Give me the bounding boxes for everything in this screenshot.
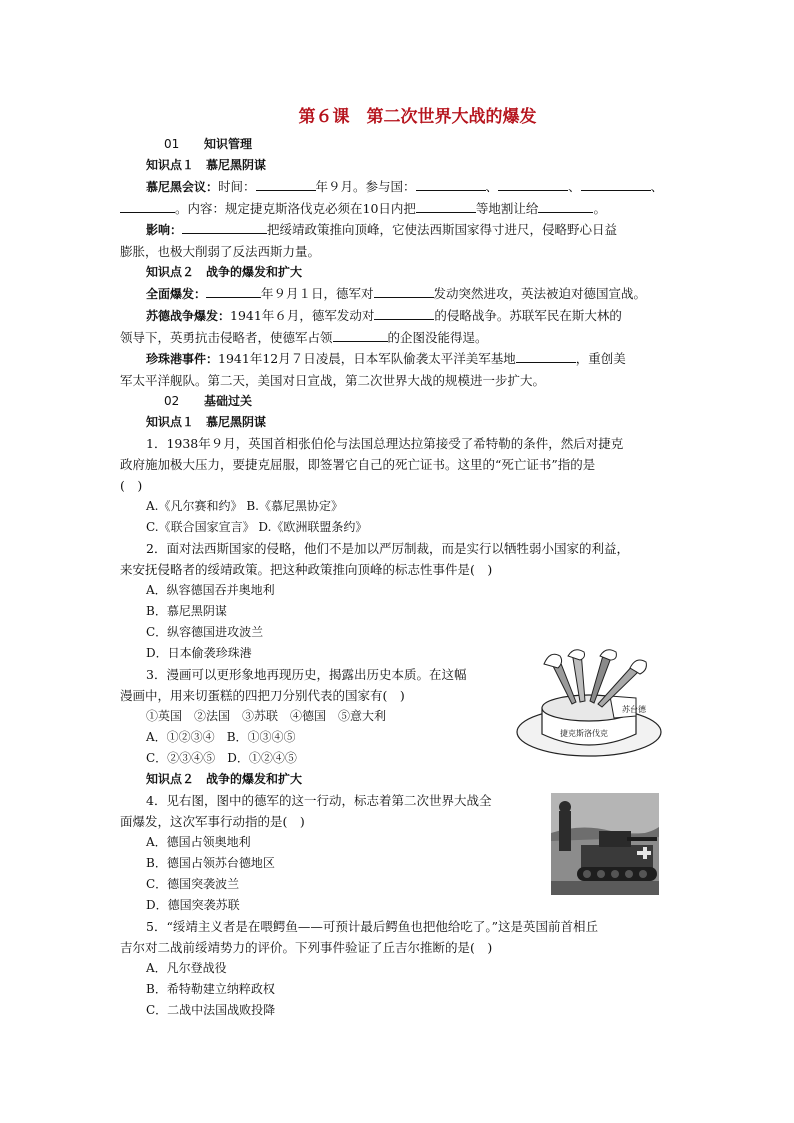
option-c[interactable]: C.《联合国家宣言》 <box>146 520 255 534</box>
blank-influence <box>182 219 267 234</box>
section-label: 基础过关 <box>204 394 253 408</box>
text: 。 <box>593 201 606 216</box>
option-d[interactable]: D.《欧洲联盟条约》 <box>258 520 368 534</box>
q1-options-ab <box>120 496 675 517</box>
option-b[interactable]: B．慕尼黑阴谋 <box>146 604 227 618</box>
text: 的侵略战争。苏联军民在斯大林的 <box>434 308 622 323</box>
kp2-heading: 知识点２ 战争的爆发和扩大 <box>146 265 303 279</box>
option-a[interactable]: A．①②③④ <box>146 730 215 744</box>
text: 年９月１日，德军对 <box>261 286 374 301</box>
text: 、 <box>568 179 581 194</box>
page-title: 第６课 第二次世界大战的爆发 <box>298 107 537 127</box>
text: 等地割让给 <box>475 201 539 216</box>
soviet-line1 <box>120 305 675 327</box>
blank-city <box>333 327 388 342</box>
blank-year <box>206 283 261 298</box>
text: 1941年12月７日凌晨，日本军队偷袭太平洋美军基地 <box>218 351 516 366</box>
q3-choices: ①英国 ②法国 ③苏联 ④德国 ⑤意大利 <box>146 709 387 723</box>
option-d[interactable]: D．①②④⑤ <box>227 751 297 765</box>
section-number: 01 <box>164 137 180 151</box>
text: 发动突然进攻，英法被迫对德国宣战。 <box>433 286 647 301</box>
tank-gun <box>627 837 657 841</box>
q1-line2: 政府施加极大压力，要捷克屈服，即签署它自己的死亡证书。这里的“死亡证书”指的是 <box>120 457 596 472</box>
blank-region <box>416 198 476 213</box>
q1-options-cd <box>120 517 675 538</box>
cartoon-label-sudeten: 苏台德 <box>622 705 646 714</box>
text: 时间： <box>218 179 256 194</box>
option-a[interactable]: A．德国占领奥地利 <box>146 835 251 849</box>
blank-year <box>256 176 316 191</box>
blank-country <box>416 176 486 191</box>
soldier-head <box>559 801 571 813</box>
blank-country <box>374 283 434 298</box>
q5-line1: 5．“绥靖主义者是在喂鳄鱼——可预计最后鳄鱼也把他给吃了。”这是英国前首相丘 <box>146 919 598 934</box>
blank-country <box>581 176 651 191</box>
blank-country <box>120 198 175 213</box>
option-a[interactable]: A．纵容德国吞并奥地利 <box>146 583 275 597</box>
option-a[interactable]: A．凡尔登战役 <box>146 961 227 975</box>
pearl-line1 <box>120 348 675 370</box>
cake-cartoon-image <box>514 646 664 760</box>
soldier <box>559 811 571 851</box>
text: ，重创美 <box>575 351 626 366</box>
munich-line2 <box>120 198 675 219</box>
influence-line2: 膨胀，也极大削弱了反法西斯力量。 <box>120 244 321 259</box>
option-d[interactable]: D．日本偷袭珍珠港 <box>146 646 252 660</box>
influence-label: 影响： <box>146 223 183 237</box>
blank-base <box>516 348 576 363</box>
text: 、 <box>650 179 664 194</box>
kp2b-heading: 知识点２ 战争的爆发和扩大 <box>146 772 303 786</box>
text: 1941年６月，德军发动对 <box>230 308 375 323</box>
q2-line2: 来安抚侵略者的绥靖政策。把这种政策推向顶峰的标志性事件是( ) <box>120 562 493 577</box>
option-c[interactable]: C．②③④⑤ <box>146 751 216 765</box>
text: 、 <box>485 179 499 194</box>
q5-line2: 吉尔对二战前绥靖势力的评价。下列事件验证了丘吉尔推断的是( ) <box>120 940 493 955</box>
text: 年９月。参与国： <box>315 179 416 194</box>
blank-country <box>374 305 434 320</box>
q3-line1: 3．漫画可以更形象地再现历史，揭露出历史本质。在这幅 <box>146 667 467 682</box>
text: 的企图没能得逞。 <box>387 330 488 345</box>
option-a[interactable]: A.《凡尔赛和约》 <box>146 499 243 513</box>
q4-line1: 4．见右图，图中的德军的这一行动，标志着第二次世界大战全 <box>146 793 492 808</box>
option-c[interactable]: C．二战中法国战败投降 <box>146 1003 276 1017</box>
q1-line3: ( ) <box>120 478 143 493</box>
tank-body <box>581 845 653 869</box>
pearl-line2: 军太平洋舰队。第二天，美国对日宣战，第二次世界大战的规模进一步扩大。 <box>120 373 546 388</box>
q1-line1: 1．1938年９月，英国首相张伯伦与法国总理达拉第接受了希特勒的条件，然后对捷克 <box>146 436 624 451</box>
option-b[interactable]: B.《慕尼黑协定》 <box>246 499 343 513</box>
option-c[interactable]: C．德国突袭波兰 <box>146 877 240 891</box>
section-basic <box>120 391 675 412</box>
q3-line2: 漫画中，用来切蛋糕的四把刀分别代表的国家有( ) <box>120 688 405 703</box>
option-b[interactable]: B．①③④⑤ <box>226 730 296 744</box>
option-c[interactable]: C．纵容德国进攻波兰 <box>146 625 264 639</box>
blank-country <box>498 176 568 191</box>
munich-line1 <box>120 176 675 198</box>
section-number: 02 <box>164 394 180 408</box>
kp1b-heading: 知识点１ 慕尼黑阴谋 <box>146 415 267 429</box>
option-d[interactable]: D．德国突袭苏联 <box>146 898 240 912</box>
text: 把绥靖政策推向顶峰，它使法西斯国家得寸进尺，侵略野心日益 <box>267 222 618 237</box>
text: 领导下，英勇抗击侵略者，使德军占领 <box>120 330 333 345</box>
tank-turret <box>599 831 631 847</box>
influence-line1 <box>120 219 675 241</box>
option-b[interactable]: B．德国占领苏台德地区 <box>146 856 275 870</box>
option-b[interactable]: B．希特勒建立纳粹政权 <box>146 982 275 996</box>
munich-label: 慕尼黑会议： <box>146 180 219 194</box>
outbreak-label: 全面爆发： <box>146 287 207 301</box>
tank-photo-image <box>551 793 659 895</box>
kp1-heading: 知识点１ 慕尼黑阴谋 <box>146 158 267 172</box>
outbreak-line <box>120 283 675 305</box>
section-label: 知识管理 <box>204 137 253 151</box>
blank-country <box>538 198 593 213</box>
q4-line2: 面爆发，这次军事行动指的是( ) <box>120 814 305 829</box>
pearl-label: 珍珠港事件： <box>146 352 219 366</box>
section-knowledge <box>120 134 675 155</box>
soviet-label: 苏德战争爆发： <box>146 309 231 323</box>
soviet-line2 <box>120 327 675 348</box>
q2-line1: 2．面对法西斯国家的侵略，他们不是加以严厉制裁，而是实行以牺牲弱小国家的利益， <box>146 541 629 556</box>
text: 。内容：规定捷克斯洛伐克必须在10日内把 <box>175 201 416 216</box>
cartoon-label-czech: 捷克斯洛伐克 <box>560 729 608 738</box>
